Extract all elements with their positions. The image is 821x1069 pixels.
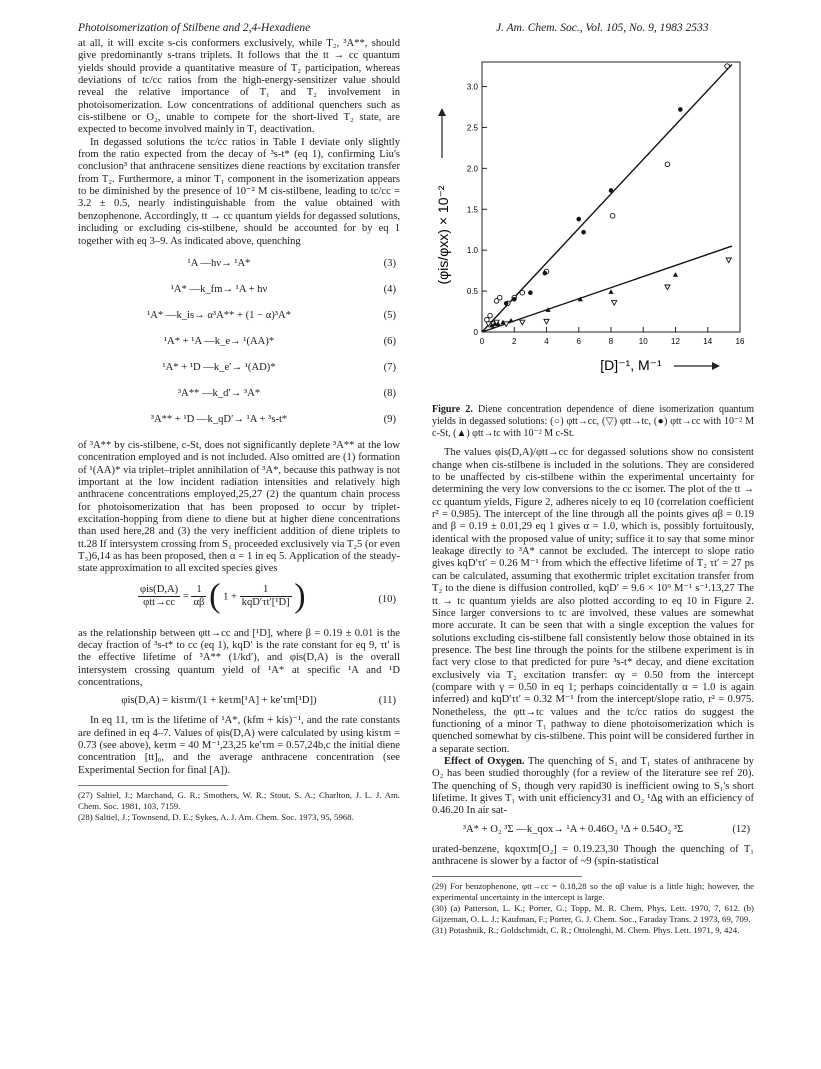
data-point-open-triangle bbox=[612, 301, 617, 306]
data-point-filled-circle bbox=[581, 230, 586, 235]
data-point-open-circle bbox=[610, 214, 615, 219]
data-point-filled-circle bbox=[678, 107, 683, 112]
equation-body: ¹A* + ¹A —k_e→ ¹(AA)* bbox=[163, 335, 275, 347]
x-tick-label: 0 bbox=[479, 337, 485, 346]
equation-4 bbox=[78, 278, 400, 304]
fit-line bbox=[482, 64, 732, 332]
equation-list bbox=[78, 252, 400, 434]
eq11-body: φis(D,A) = kisτm/(1 + keτm[¹A] + ke′τm[¹D]) bbox=[121, 695, 317, 707]
x-tick-label: 2 bbox=[512, 337, 517, 346]
x-tick-label: 6 bbox=[576, 337, 581, 346]
figure-caption-label: Figure 2. bbox=[432, 404, 473, 415]
left-paragraph-1: at all, it will excite s-cis conformers exclusively, while T₂, ³A**, should give predominantly s-trans triplets. It follows that the tt → cc quantum yields should provide a quantitative measure of T₂ participation, whereas deviations of tc/cc ratios from the high-energy-sensitizer value should reveal the relative importance of T₁ and T₂ involvement in photoisomerization. Low concentrations of additional quenchers such as cis-stilbene or O₂, unable to compete for the short-lived T₂ state, are expected to become involved mainly in T₁ deactivation. bbox=[78, 38, 400, 136]
footnote-rule bbox=[78, 785, 228, 786]
eq11-number: (11) bbox=[378, 695, 396, 707]
equation-number: (8) bbox=[383, 387, 396, 399]
left-paragraph-5: In eq 11, τm is the lifetime of ¹A*, (kfm + kis)⁻¹, and the rate constants are defined in eq 4–7. Values of φis(D,A) were calculated by using kisτm = 0.73 (see above), keτm = 40 M⁻¹,23,25 ke′τm = 0.57,24b,c the initial diene concentration [tt]₀, and the average anthracene concentration (see Experimental Section for final [A]). bbox=[78, 715, 400, 776]
data-point-open-circle bbox=[485, 317, 490, 322]
equation-number: (9) bbox=[383, 413, 396, 425]
data-point-open-circle bbox=[497, 295, 502, 300]
right-paragraph-2 bbox=[432, 756, 754, 818]
equation-9 bbox=[78, 408, 400, 434]
eq10-plus: 1 + bbox=[223, 590, 237, 602]
footnote-28: (28) Saltiel, J.; Townsend, D. E.; Sykes, A. J. Am. Chem. Soc. 1973, 95, 5968. bbox=[78, 812, 354, 823]
x-axis-arrowhead bbox=[712, 362, 720, 370]
x-tick-label: 10 bbox=[638, 337, 648, 346]
x-tick-label: 8 bbox=[608, 337, 614, 346]
footnote-27: (27) Saltiel, J.; Marchand, G. R.; Smothers, W. R.; Stout, S. A.; Charlton, J. L. J. Am. Chem. Soc. 1981, 103, 7159. bbox=[78, 790, 400, 811]
x-axis-label: [D]⁻¹, M⁻¹ bbox=[600, 357, 662, 373]
equation-number: (7) bbox=[383, 361, 396, 373]
section-head-oxygen: Effect of Oxygen. bbox=[444, 755, 525, 767]
y-tick-label: 1.5 bbox=[466, 205, 478, 215]
data-point-filled-circle bbox=[609, 188, 614, 193]
footnote-30: (30) (a) Patterson, L. K.; Porter, G.; Topp, M. R. Chem. Phys. Lett. 1970, 7, 612. (b) Gijzeman, O. L. J.; Kaufman, F.; Porter, G. J. Chem. Soc., Faraday Trans. 2 1973, 69, 709. bbox=[432, 903, 754, 924]
equation-6 bbox=[78, 330, 400, 356]
fit-line bbox=[482, 246, 732, 332]
running-header-title: Photoisomerization of Stilbene and 2,4-Hexadiene bbox=[78, 22, 311, 34]
data-point-filled-circle bbox=[512, 297, 517, 302]
eq12-number: (12) bbox=[732, 823, 750, 835]
right-paragraph-2-text: The quenching of S₁ and T₁ states of anthracene by O₂ has been studied thoroughly (for a review of the literature see ref 20). The quenching of S₁ though very rapid30 is inefficient owing to S₁'s short lifetime. It gives T₁ with unit efficiency31 and O₂ ¹Δg with an efficiency of 0.46.20 In air sat- bbox=[432, 755, 754, 817]
data-point-filled-triangle bbox=[673, 272, 678, 277]
left-paragraph-2: In degassed solutions the tc/cc ratios in Table I deviate only slightly from the ratio expected from the decay of ³s-t* (eq 1), confirming Liu's conclusion³ that anthracene sensitizes diene reactions by excitation transfer from T₂. Furthermore, a minor T₁ component in the isomerization appears to be diminished by the presence of 10⁻² M cis-stilbene, leading to tc/cc = 3.2 ± 0.5, nearly indistinguishable from the value obtained with benzophenone. Accordingly, tt → cc quantum yields for degassed solutions, including or excluding cis-stilbene, should be accounted for by eq 1 together with eq 3–9. As indicated above, quenching bbox=[78, 136, 400, 247]
x-tick-label: 14 bbox=[703, 337, 713, 346]
eq10-ab bbox=[191, 584, 206, 610]
right-column bbox=[432, 404, 754, 937]
equation-body: ¹A* —k_is→ α³A** + (1 − α)³A* bbox=[147, 309, 291, 321]
left-column bbox=[78, 38, 400, 824]
data-point-open-triangle bbox=[544, 319, 549, 324]
x-tick-label: 12 bbox=[671, 337, 680, 346]
figure-caption-text: Diene concentration dependence of diene isomerization quantum yields in degassed solutions: (○) φtt→cc, (▽) φtt→tc, (●) φtt→cc with 10⁻² M c-St, (▲) φtt→tc with 10⁻² M c-St. bbox=[432, 404, 754, 439]
equation-10: $\frac{\text{φis(D,A)}}{\text{φtt→cc}}$ = $\frac{1}{\alpha\beta}$ ( 1 + $\frac{1}{\text{kqD′τt′[¹D]}}$ ) (10) bbox=[140, 577, 396, 615]
eq10-ab-den: αβ bbox=[193, 596, 205, 608]
data-point-open-circle bbox=[520, 290, 525, 295]
y-tick-label: 2.5 bbox=[466, 123, 478, 133]
y-tick-label: 2.0 bbox=[466, 164, 478, 174]
equation-3 bbox=[78, 252, 400, 278]
y-tick-label: 0 bbox=[473, 328, 478, 337]
footnote-rule-right bbox=[432, 876, 582, 877]
equation-11 bbox=[78, 689, 400, 715]
data-point-open-circle bbox=[665, 162, 670, 167]
eq10-equals: = bbox=[182, 590, 189, 602]
x-tick-label: 16 bbox=[735, 337, 745, 346]
data-point-open-circle bbox=[725, 64, 730, 69]
left-footnotes bbox=[78, 790, 400, 823]
eq10-one: 1 bbox=[191, 584, 206, 597]
equation-body: ¹A* —k_fm→ ¹A + hν bbox=[170, 283, 268, 295]
figure-caption bbox=[432, 404, 754, 439]
eq10-number: (10) bbox=[378, 593, 396, 605]
data-point-filled-circle bbox=[504, 301, 509, 306]
data-point-open-triangle bbox=[665, 285, 670, 290]
y-axis-label: (φis/φxx) × 10⁻² bbox=[435, 185, 451, 285]
equation-body: ³A** —k_d′→ ³A* bbox=[177, 387, 261, 399]
y-tick-label: 3.0 bbox=[466, 82, 478, 92]
data-point-filled-triangle bbox=[508, 318, 513, 323]
equation-body: ¹A* + ¹D —k_e′→ ¹(AD)* bbox=[162, 361, 276, 373]
data-point-filled-triangle bbox=[608, 289, 613, 294]
data-point-open-triangle bbox=[520, 320, 525, 325]
eq10-lhs bbox=[138, 584, 180, 610]
left-paragraph-3: of ³A** by cis-stilbene, c-St, does not significantly deplete ³A** at the low concentration employed and is not included. Also omitted are (1) formation of ¹(AA)* via triplet–triplet annihilation of ³A*, because this pathway is not important at the low incident radiation intensities and relatively high anthracene concentrations employed,25,27 (2) the quantum chain process for photoisomerization that has been proposed to occur by triplet-excitation-hopping from diene to diene but at higher diene concentrations than used here,28 and (3) the very inefficient addition of diene triplets to tt.28 If intersystem crossing from S₁ proceeded exclusively via T₂5 (or even T₃)6,14 as has been proposed, then α = 1 in eq 5. Application of the steady-state approximation to all excited species gives bbox=[78, 439, 400, 575]
eq10-lhs-den: φtt→cc bbox=[143, 596, 176, 608]
equation-5 bbox=[78, 304, 400, 330]
y-tick-label: 1.0 bbox=[466, 246, 478, 256]
data-point-filled-circle bbox=[543, 271, 548, 276]
eq10-inner-num: 1 bbox=[240, 584, 292, 597]
equation-8 bbox=[78, 382, 400, 408]
equation-7 bbox=[78, 356, 400, 382]
eq12-body: ³A* + O₂ ³Σ —k_qox→ ¹A + 0.46O₂ ¹Δ + 0.54O₂ ³Σ bbox=[462, 823, 684, 835]
eq10-inner-den: kqD′τt′[¹D] bbox=[241, 596, 290, 608]
eq10-lhs-num: φis(D,A) bbox=[138, 584, 180, 597]
eq10-inner bbox=[240, 584, 292, 610]
equation-12 bbox=[432, 818, 754, 844]
right-footnotes bbox=[432, 881, 754, 936]
equation-body: ³A** + ¹D —k_qD′→ ¹A + ³s-t* bbox=[150, 413, 288, 425]
data-point-filled-circle bbox=[576, 217, 581, 222]
equation-number: (3) bbox=[383, 257, 396, 269]
y-tick-label: 0.5 bbox=[466, 287, 478, 297]
footnote-29: (29) For benzophenone, φtt→cc = 0.18,28 so the αβ value is a little high; however, the experimental uncertainty in the intercept is large. bbox=[432, 881, 754, 902]
data-point-open-triangle bbox=[726, 258, 731, 263]
equation-number: (4) bbox=[383, 283, 396, 295]
data-point-open-circle bbox=[488, 313, 493, 318]
right-paragraph-3: urated-benzene, kqoxτm[O₂] = 0.19.23,30 Though the quenching of T₁ anthracene is slower by a factor of ~9 (spin-statistical bbox=[432, 843, 754, 868]
running-header-journal: J. Am. Chem. Soc., Vol. 105, No. 9, 1983 2533 bbox=[496, 22, 709, 34]
left-paragraph-4: as the relationship between φtt→cc and [¹D], where β = 0.19 ± 0.01 is the decay fraction of ³s-t* to cc (eq 1), kqD′ is the rate constant for eq 9, τt′ is the effective lifetime of ³A** (1/kd′), and φis(D,A) is the overall intersystem crossing quantum yield of ¹A* at specific ¹A and ¹D concentrations, bbox=[78, 627, 400, 688]
equation-number: (6) bbox=[383, 335, 396, 347]
figure-2-chart bbox=[420, 50, 760, 390]
equation-body: ¹A —hν→ ¹A* bbox=[187, 257, 251, 269]
right-paragraph-1: The values φis(D,A)/φtt→cc for degassed solutions show no consistent change when cis-stilbene is included in the solutions. They are considered to be unaffected by cis-stilbene within the experimental uncertainty for determining the very low conversions to the cc isomer. The plot of the tt → cc quantum yields, Figure 2, adheres nicely to eq 10 (correlation coefficient r² = 0.985). The intercept of the line through all the points gives αβ = 0.19 and β = 0.19 ± 0.01,29 eq 1 gives α = 1.0, which is, possibly fortuitously, identical with the proposed value of unity; suffice it to say that some minor leakage directly to ³A* cannot be excluded. The intercept to slope ratio gives kqD′τt′ = 0.26 M⁻¹ from which the effective lifetime of T₂ τt′ = 27 ps can be calculated, assuming that exothermic triplet excitation transfer from T₂ to the diene is diffusion controlled, kqD′ = 9.6 × 10⁹ M⁻¹ s⁻¹.13,27 The tt → tc quantum yields are also plotted according to eq 10 in Figure 2. Since larger conversions to tc are involved, these values are somewhat more accurate. It can be seen that with a single exception the values for solutions excluding cis-stilbene fall consistently below those obtained in its presence. The best line through the points for the stilbene experiment is in fact very close to that predicted for pure ³s-t* decay, and diene excitation exclusively via T₂ excitation transfer: αγ = 0.50 from the intercept (compare with γ = 0.50 in eq 1; perhaps coincidentally α = 1.0 is again inferred) and kqD′τt′ = 0.32 M⁻¹ from the intercept/slope ratio, r² = 0.975. Nonetheless, the φtt→tc values and the tc/cc ratios do suggest the functioning of a minor T₁ pathway to diene photoisomerization which is quenched somewhat by cis-stilbene. This point will be considered further in a separate section. bbox=[432, 447, 754, 755]
x-tick-label: 4 bbox=[544, 337, 549, 346]
equation-number: (5) bbox=[383, 309, 396, 321]
footnote-31: (31) Potashnik, R.; Goldschmidt, C. R.; Ottolenghi, M. Chem. Phys. Lett. 1971, 9, 424. bbox=[432, 925, 740, 936]
data-point-filled-circle bbox=[528, 290, 533, 295]
y-axis-arrowhead bbox=[438, 108, 446, 116]
